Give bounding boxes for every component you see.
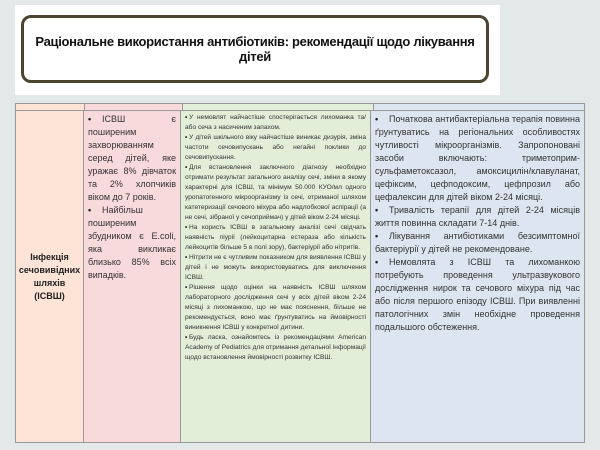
diagnosis-item: • Будь ласка, ознайомтесь із рекомендаціями American Academy of Pediatrics для отримання детальної інформації щодо встановлення ймовірності розвитку ІСВШ. [185, 333, 366, 363]
epidemiology-item: • ІСВШ є поширеним захворюванням серед дітей, яке уражає 8% дівчаток та 2% хлопчиків віком до 7 років. [88, 113, 176, 204]
epidemiology-item: • Найбільш поширеним збудником є E.coli, яка викликає близько 85% всіх випадків. [88, 204, 176, 282]
diagnosis-item: • Нітрити не є чутливим показником для виявлення ІСВШ у дітей і не можуть використовуватись для виключення ІСВШ. [185, 253, 366, 283]
table-header-row [16, 104, 584, 111]
slide-title: Раціональне використання антибіотиків: рекомендації щодо лікування дітей [35, 34, 475, 64]
title-panel [15, 5, 500, 95]
condition-label: Інфекція сечовивідних шляхів (ІСВШ) [18, 251, 81, 301]
treatment-cell [371, 111, 584, 442]
treatment-item: • Лікування антибіотиками безсимптомної бактеріурії у дітей не рекомендоване. [375, 230, 580, 256]
diagnosis-item: • Для встановлення заключного діагнозу необхідно отримати результат загального аналізу сечі, зміни в якому характерні для ІСВШ, та мінімум 50.000 КУО/мл одного уропатогенного мікроорганізму із сечі, отриманої шляхом катетеризації сечового міхура або надлобкової аспірації (а не сечі, зібраної у сечоприймач) у дітей віком 2-24 місяці. [185, 163, 366, 223]
diagnosis-item: • Рішення щодо оцінки на наявність ІСВШ шляхом лабораторного дослідження сечі у всіх дітей віком 2-24 місяці з лихоманкою, що не має пояснення, більше не рекомендується, воно має ґрунтуватись на ймовірності виникнення ІСВШ у конкретної дитини. [185, 283, 366, 333]
treatment-item: • Немовлята з ІСВШ та лихоманкою потребують проведення ультразвукового дослідження нирок та сечового міхура під час або після першого епізоду ІСВШ. При виявленні патологічних змін необхідне проведення подальшого обстеження. [375, 256, 580, 334]
treatment-item: • Початкова антибактеріальна терапія повинна ґрунтуватись на регіональних особливостях чутливості мікроорганізмів. Запропоновані засоби включають: триметоприм-сульфаметоксазол, амоксицилін/клавуланат, цефіксим, цефподоксим, цефпрозил або цефалексин для дітей віком 2-24 місяці. [375, 113, 580, 204]
diagnosis-item: • У немовлят найчастіше спостерігається лихоманка та/або сеча з насиченим запахом. [185, 113, 366, 133]
diagnosis-cell [181, 111, 371, 442]
treatment-item: • Тривалість терапії для дітей 2-24 місяців життя повинна складати 7-14 днів. [375, 204, 580, 230]
table-row [16, 111, 584, 442]
recommendations-table [15, 103, 585, 443]
diagnosis-item: • На користь ІСВШ в загальному аналізі сечі свідчать наявність піурії (лейкоцитарна естераза або кількість лейкоцитів більше 5 в полі зору), бактеріурії або нітритів. [185, 223, 366, 253]
condition-cell [16, 111, 84, 442]
diagnosis-item: • У дітей шкільного віку найчастіше виникає дизурія, зміна частоти сечовипускань або негайні поклики до сечовипускання. [185, 133, 366, 163]
epidemiology-cell [84, 111, 181, 442]
title-box [21, 15, 489, 83]
